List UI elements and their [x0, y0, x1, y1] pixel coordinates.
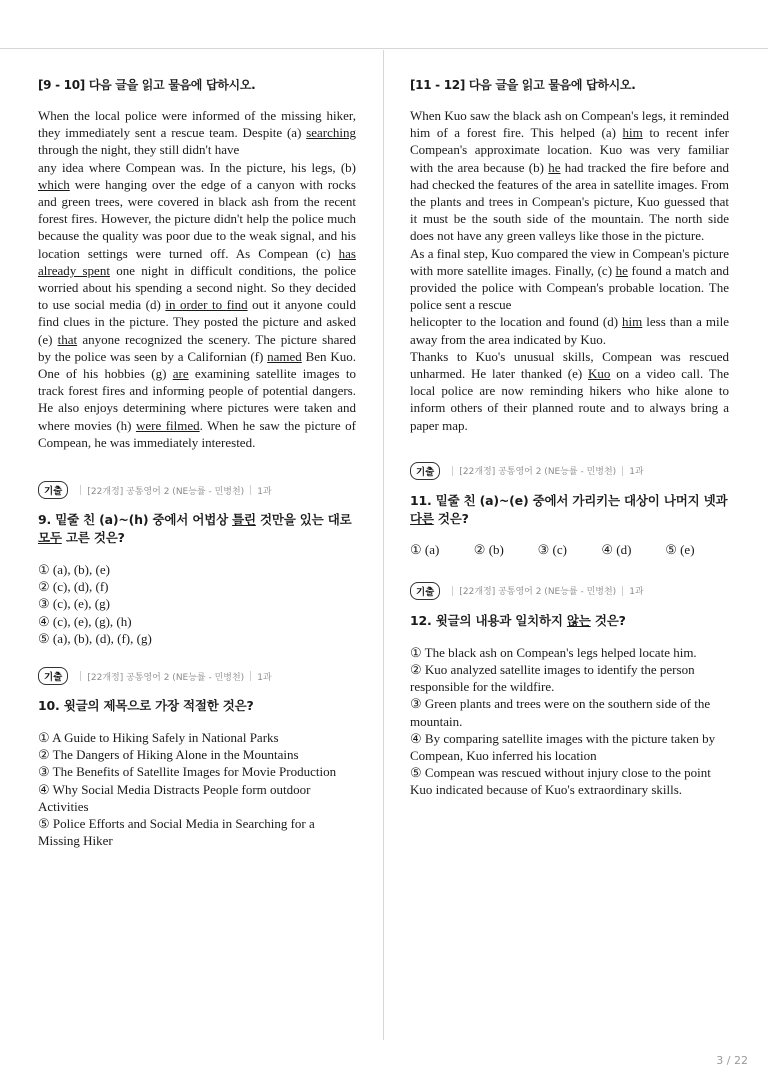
passage-text: through the night, they still didn't have [38, 142, 240, 158]
source-text: [22개정] 공통영어 2 (NE능률 - 민병천) [87, 486, 245, 497]
title-text: 것만을 있는 대로 [255, 512, 352, 528]
question-meta [410, 462, 729, 480]
title-emphasis: 모두 [38, 530, 62, 546]
lesson-text: 1과 [257, 672, 272, 683]
meta-divider [80, 671, 81, 681]
passage-9-10 [38, 107, 356, 451]
underlined-a: him [622, 125, 643, 141]
lesson-text: 1과 [629, 587, 644, 598]
question-10-title: 10. 윗글의 제목으로 가장 적절한 것은? [38, 698, 254, 714]
page-number: 3 / 22 [716, 1054, 748, 1067]
question-9-title [38, 511, 356, 547]
title-text: 고른 것은? [61, 530, 125, 546]
option-3[interactable]: ③ (c), (e), (g) [38, 596, 110, 612]
lesson-text: 1과 [257, 486, 272, 497]
underlined-e: Kuo [588, 366, 611, 382]
passage-text: When Kuo saw the black ash on Compean's legs, it reminded him of a forest fire. This helped (a) [410, 108, 729, 141]
meta-divider [250, 671, 251, 681]
source-badge: 기출 [410, 582, 440, 600]
underlined-e: that [57, 331, 78, 347]
left-column [38, 76, 356, 850]
title-emphasis: 않는 [566, 612, 591, 628]
option-1[interactable]: ① (a), (b), (e) [38, 562, 110, 578]
source-text: [22개정] 공통영어 2 (NE능률 - 민병천) [459, 587, 617, 598]
question-12-options [410, 644, 729, 799]
option-4[interactable]: ④ (d) [601, 541, 632, 557]
passage-paragraph [38, 159, 356, 451]
question-11-title [410, 492, 729, 528]
option-4[interactable]: ④ By comparing satellite images with the picture taken by Compean, Kuo inferred his location [410, 730, 716, 764]
source-badge: 기출 [410, 462, 440, 480]
passage-text: any idea where Compean was. In the picture, his legs, (b) [38, 159, 356, 175]
question-10-options [38, 729, 356, 849]
section-header-9-10: [9 - 10] 다음 글을 읽고 물음에 답하시오. [38, 78, 256, 92]
meta-divider [622, 586, 623, 596]
option-2[interactable]: ② (c), (d), (f) [38, 579, 109, 595]
passage-11-12 [410, 107, 729, 434]
meta-divider [80, 485, 81, 495]
section-header-11-12: [11 - 12] 다음 글을 읽고 물음에 답하시오. [410, 78, 636, 92]
option-3[interactable]: ③ (c) [537, 541, 567, 557]
option-5[interactable]: ⑤ (e) [665, 541, 695, 557]
title-emphasis: 틀린 [232, 512, 256, 528]
question-12-title [410, 612, 729, 630]
right-column [410, 76, 729, 799]
passage-text: one night in difficult conditions, the police worried about his spending a second night. So they decided to use social media (d) [38, 262, 356, 313]
question-11-options [410, 542, 729, 558]
source-badge: 기출 [38, 667, 68, 685]
column-divider [383, 50, 384, 1040]
underlined-b: he [548, 159, 561, 175]
passage-text: had tracked the fire before and had checked the features of the area in satellite images. From the plants and trees in Compean's picture, Kuo guessed that it must be the south side of the mountain. The north side does not have any green valleys like those in the picture. [410, 159, 729, 244]
passage-text: on a video call. The local police are now reminding hikers who hike alone to inform others of their planned route and to always bring a paper map. [410, 366, 729, 433]
underlined-d: him [622, 314, 643, 330]
question-9-options [38, 561, 356, 647]
option-2[interactable]: ② Kuo analyzed satellite images to identify the person responsible for the wildfire. [410, 662, 695, 695]
underlined-g: are [172, 366, 189, 382]
underlined-f: named [267, 348, 302, 364]
question-meta [38, 667, 356, 685]
passage-text: As a final step, Kuo compared the view in Compean's picture with more satellite images. Finally, (c) [410, 245, 729, 278]
option-4[interactable]: ④ (c), (e), (g), (h) [38, 613, 132, 629]
passage-paragraph [410, 348, 729, 434]
option-5[interactable]: ⑤ (a), (b), (d), (f), (g) [38, 630, 152, 646]
passage-text: were hanging over the edge of a canyon with rocks and green trees, were covered in black ash from the recent forest fires. However, the picture didn't help the police much because the quality was poor due to the weak signal, and his location settings were turned off. As Compean (c) [38, 176, 356, 261]
passage-text: When the local police were informed of the missing hiker, they immediately sent a rescue team. Despite (a) [38, 108, 356, 141]
underlined-b: which [38, 176, 70, 192]
passage-text: . When he saw the picture of Compean, he was immediately interested. [38, 417, 356, 450]
option-1[interactable]: ① (a) [410, 541, 440, 557]
option-2[interactable]: ② The Dangers of Hiking Alone in the Mountains [38, 747, 299, 763]
underlined-a: searching [306, 125, 356, 141]
title-text: 것은? [590, 612, 626, 628]
meta-divider [452, 586, 453, 596]
passage-text: out it anyone could find clues in the picture. They posted the picture and asked (e) [38, 297, 357, 347]
option-2[interactable]: ② (b) [473, 541, 504, 557]
source-text: [22개정] 공통영어 2 (NE능률 - 민병천) [459, 467, 617, 478]
option-1[interactable]: ① A Guide to Hiking Safely in National Parks [38, 730, 279, 746]
question-meta [38, 481, 356, 499]
underlined-d: in order to find [165, 297, 248, 313]
title-text: 것은? [433, 510, 469, 526]
underlined-c: he [615, 262, 628, 278]
source-text: [22개정] 공통영어 2 (NE능률 - 민병천) [87, 672, 245, 683]
option-5[interactable]: ⑤ Compean was rescued without injury close to the point Kuo indicated because of Kuo's extraordinary skills. [410, 765, 711, 798]
passage-paragraph [410, 245, 729, 314]
passage-text: Thanks to Kuo's unusual skills, Compean was rescued unharmed. He later thanked (e) [410, 348, 729, 382]
passage-text: found a match and provided the police with Compean's probable location. The police sent a rescue [410, 262, 729, 313]
title-emphasis: 다른 [410, 510, 434, 526]
passage-text: anyone recognized the scenery. The picture shared by the police was seen by a Californian (f) [38, 331, 356, 364]
header-rule [0, 48, 768, 49]
title-text: 11. 밑줄 친 (a)~(e) 중에서 가리키는 대상이 나머지 넷과 [410, 492, 728, 508]
option-3[interactable]: ③ Green plants and trees were on the southern side of the mountain. [410, 696, 711, 729]
meta-divider [452, 466, 453, 476]
passage-text: to recent infer Compean's approximate location. Kuo was very familiar with the area because (b) [410, 125, 730, 175]
passage-paragraph [38, 107, 356, 159]
option-5[interactable]: ⑤ Police Efforts and Social Media in Searching for a Missing Hiker [38, 816, 315, 849]
underlined-h: were filmed [135, 417, 200, 433]
passage-paragraph [410, 107, 729, 245]
title-text: 9. 밑줄 친 (a)~(h) 중에서 어법상 [38, 512, 233, 528]
passage-text: less than a mile away from the area indicated by Kuo. [410, 314, 729, 347]
option-4[interactable]: ④ Why Social Media Distracts People form outdoor Activities [38, 781, 311, 814]
lesson-text: 1과 [629, 467, 644, 478]
passage-text: Ben Kuo. One of his hobbies (g) [38, 348, 356, 382]
underlined-c: has already spent [38, 245, 356, 278]
meta-divider [250, 485, 251, 495]
title-text: 12. 윗글의 내용과 일치하지 [410, 612, 567, 628]
question-meta [410, 582, 729, 600]
meta-divider [622, 466, 623, 476]
option-3[interactable]: ③ The Benefits of Satellite Images for Movie Production [38, 764, 337, 780]
passage-text: examining satellite images to track forest fires and informing people of potential dangers. He also enjoys determining where pictures were taken and where movies (h) [38, 366, 356, 433]
source-badge: 기출 [38, 481, 68, 499]
passage-paragraph [410, 313, 729, 347]
passage-text: helicopter to the location and found (d) [410, 314, 623, 330]
option-1[interactable]: ① The black ash on Compean's legs helped locate him. [410, 644, 697, 660]
